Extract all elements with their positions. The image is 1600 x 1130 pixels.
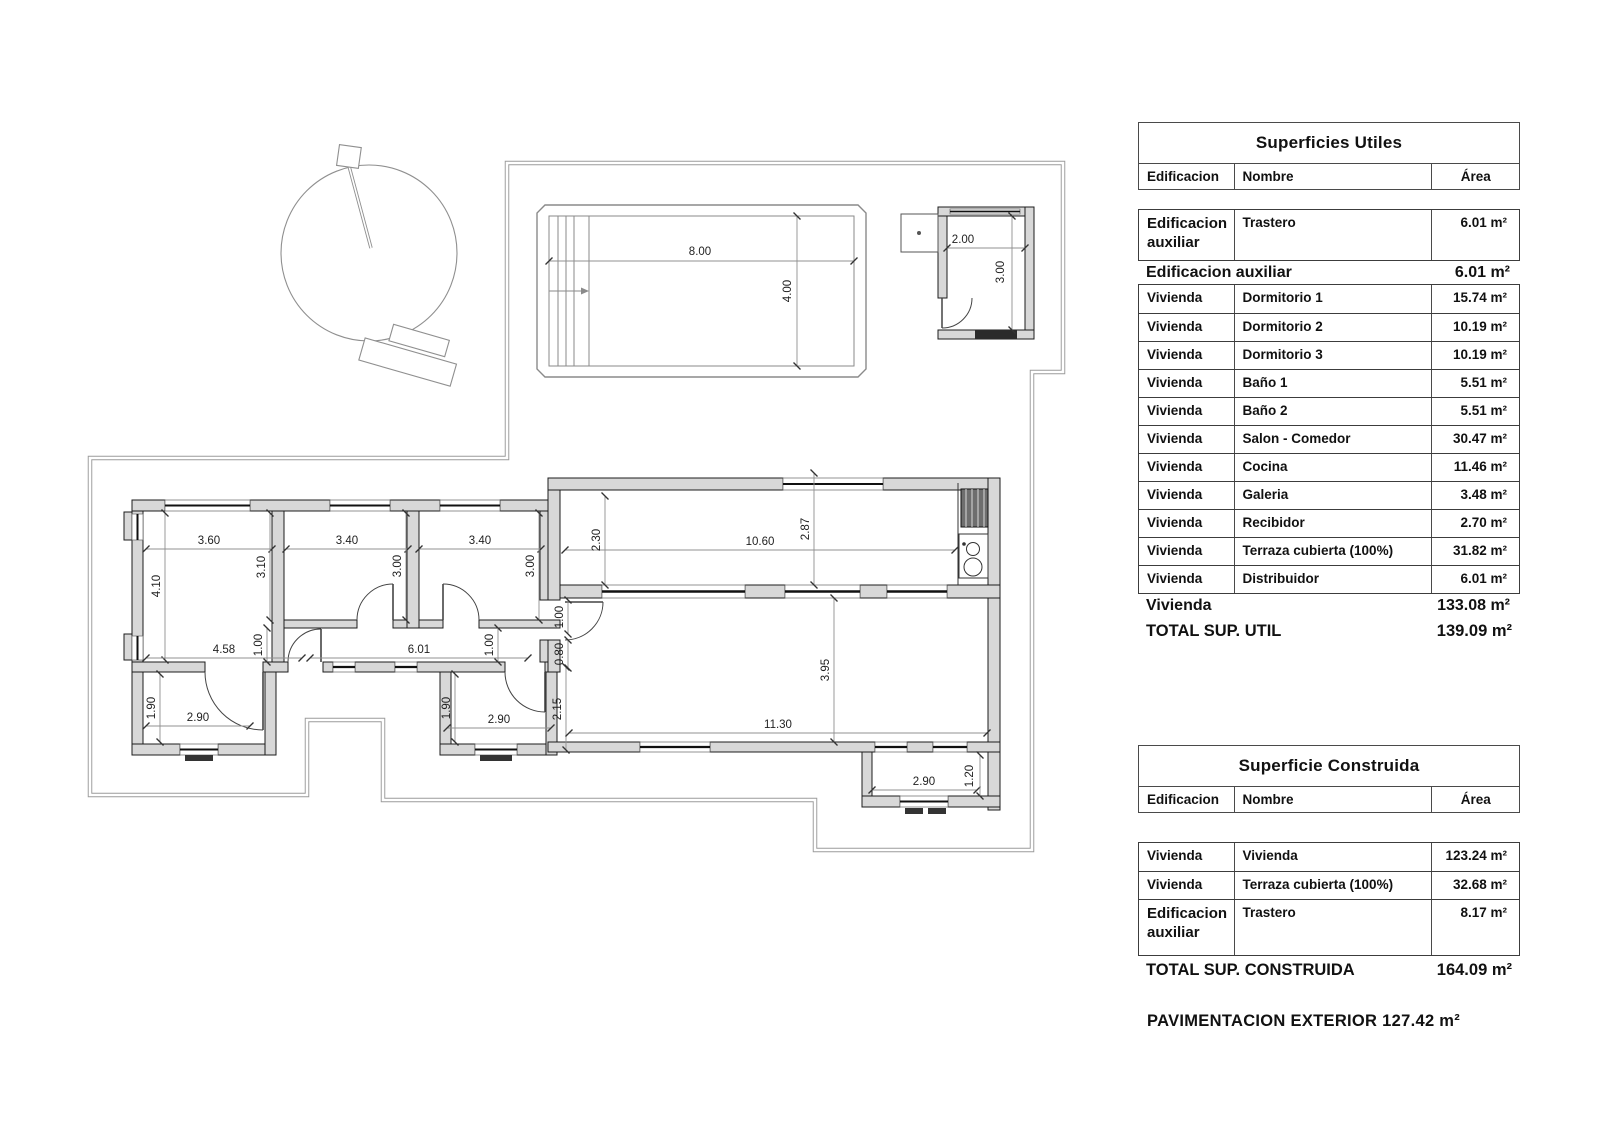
total-sup-construida <box>1138 956 1520 982</box>
cell-area: 15.74 m² <box>1431 285 1519 313</box>
cell-edificacion: Vivienda <box>1147 431 1203 446</box>
cell-area: 31.82 m² <box>1431 538 1519 565</box>
dim-label: 1.00 <box>253 633 265 657</box>
column-header-edificacion: Edificacion <box>1147 169 1220 184</box>
door-bath2 <box>505 672 545 712</box>
cell-edificacion: Edificacion auxiliar <box>1147 905 1228 941</box>
dim-label: 2.30 <box>591 528 603 552</box>
kitchen-fixtures <box>958 483 988 585</box>
table-row <box>1139 509 1519 537</box>
dim-label: 1.20 <box>964 764 976 788</box>
dim-label: 3.40 <box>335 535 359 547</box>
dim-label: 3.60 <box>197 535 221 547</box>
table-construida-rows <box>1138 842 1520 956</box>
cell-nombre: Salon - Comedor <box>1234 426 1432 453</box>
cell-nombre: Recibidor <box>1234 510 1432 537</box>
dim-label: 4.58 <box>212 644 236 656</box>
cell-nombre: Baño 2 <box>1234 398 1432 425</box>
window <box>887 585 947 598</box>
window <box>440 500 500 511</box>
dim-label: 0.80 <box>554 642 566 666</box>
table-superficie-construida <box>1138 745 1520 982</box>
table-row <box>1139 899 1519 955</box>
door-bath1 <box>205 672 263 730</box>
table-row <box>1139 313 1519 341</box>
window <box>475 744 517 761</box>
window <box>132 514 143 540</box>
cell-nombre: Trastero <box>1234 210 1432 260</box>
window <box>132 636 143 660</box>
window <box>900 796 948 814</box>
cell-nombre: Vivienda <box>1234 843 1432 871</box>
dim-label: 1.00 <box>554 605 566 629</box>
cell-area: 3.48 m² <box>1431 482 1519 509</box>
trastero-door <box>942 298 972 328</box>
dim-label: 4.00 <box>782 279 794 303</box>
dim-label: 11.30 <box>764 719 792 731</box>
dim-label: 4.10 <box>151 574 163 598</box>
cell-edificacion: Vivienda <box>1147 877 1203 892</box>
window <box>330 500 390 511</box>
cell-edificacion: Vivienda <box>1147 459 1203 474</box>
dim-label: 10.60 <box>745 536 775 548</box>
dim-label: 1.90 <box>441 696 453 720</box>
trastero <box>901 207 1034 339</box>
column-header-edificacion: Edificacion <box>1147 792 1220 807</box>
total-value: 139.09 m² <box>1436 622 1512 640</box>
table-superficies-utiles <box>1138 122 1520 643</box>
window <box>395 662 417 672</box>
cell-edificacion: Vivienda <box>1147 848 1203 863</box>
door-entrance <box>288 629 321 662</box>
cell-nombre: Dormitorio 2 <box>1234 314 1432 341</box>
door-dorm3 <box>443 584 479 620</box>
dim-label: 1.90 <box>146 696 158 720</box>
table-utiles-rows-aux <box>1138 209 1520 261</box>
column-header-nombre: Nombre <box>1234 787 1432 812</box>
table-construida-title: Superficie Construida <box>1238 756 1420 775</box>
table-row <box>1139 481 1519 509</box>
cell-area: 30.47 m² <box>1431 426 1519 453</box>
window <box>785 585 860 598</box>
cell-nombre: Terraza cubierta (100%) <box>1234 538 1432 565</box>
table-row <box>1139 537 1519 565</box>
pavimentacion-note: PAVIMENTACION EXTERIOR 127.42 m² <box>1147 1012 1461 1030</box>
table-row <box>1139 565 1519 593</box>
table-row <box>1139 397 1519 425</box>
table-row <box>1139 285 1519 313</box>
cell-area: 8.17 m² <box>1431 900 1519 955</box>
subtotal-value: 6.01 m² <box>1454 264 1510 281</box>
cell-nombre: Distribuidor <box>1234 566 1432 593</box>
dim-label: 3.00 <box>525 554 537 578</box>
table-row <box>1139 871 1519 899</box>
window <box>602 585 745 598</box>
dim-label: 2.90 <box>487 714 511 726</box>
dim-label: 3.00 <box>995 260 1007 284</box>
column-header-area: Área <box>1431 787 1519 812</box>
cell-edificacion: Vivienda <box>1147 375 1203 390</box>
column-header-area: Área <box>1431 164 1519 189</box>
table-row <box>1139 369 1519 397</box>
cell-area: 6.01 m² <box>1431 210 1519 260</box>
window <box>640 742 710 752</box>
window <box>783 478 883 490</box>
dim-label: 3.40 <box>468 535 492 547</box>
dim-label: 6.01 <box>407 644 431 656</box>
subtotal-edificacion-auxiliar <box>1138 261 1520 284</box>
cell-nombre: Terraza cubierta (100%) <box>1234 872 1432 899</box>
dim-label: 3.95 <box>820 658 832 682</box>
cell-edificacion: Vivienda <box>1147 571 1203 586</box>
cell-area: 32.68 m² <box>1431 872 1519 899</box>
window <box>933 742 967 752</box>
cell-edificacion: Vivienda <box>1147 543 1203 558</box>
cell-edificacion: Vivienda <box>1147 347 1203 362</box>
door-salon <box>565 602 603 640</box>
total-value: 164.09 m² <box>1436 961 1512 979</box>
trastero-window <box>950 209 1020 214</box>
dim-label: 2.90 <box>912 776 936 788</box>
cell-area: 10.19 m² <box>1431 314 1519 341</box>
cell-edificacion: Vivienda <box>1147 290 1203 305</box>
cell-area: 2.70 m² <box>1431 510 1519 537</box>
trastero-ac-unit <box>901 214 938 252</box>
dim-label: 2.87 <box>800 517 812 541</box>
table-row <box>1139 341 1519 369</box>
cell-area: 123.24 m² <box>1431 843 1519 871</box>
dim-label: 3.10 <box>256 555 268 579</box>
table-utiles-rows-vivienda <box>1138 284 1520 594</box>
dim-label: 3.00 <box>392 554 404 578</box>
cell-area: 11.46 m² <box>1431 454 1519 481</box>
subtotal-vivienda <box>1138 594 1520 617</box>
subtotal-label: Edificacion auxiliar <box>1146 264 1292 281</box>
window <box>875 742 907 752</box>
column-header-nombre: Nombre <box>1234 164 1432 189</box>
stove <box>961 489 988 527</box>
garden-circle <box>281 145 457 387</box>
cell-nombre: Trastero <box>1234 900 1432 955</box>
cell-edificacion: Vivienda <box>1147 319 1203 334</box>
cell-nombre: Cocina <box>1234 454 1432 481</box>
table-row <box>1139 210 1519 260</box>
table-utiles-header-box <box>1138 122 1520 190</box>
cell-edificacion: Vivienda <box>1147 403 1203 418</box>
table-row <box>1139 453 1519 481</box>
cell-area: 10.19 m² <box>1431 342 1519 369</box>
sink <box>959 534 988 578</box>
pool <box>537 205 866 377</box>
window <box>180 744 218 761</box>
cell-nombre: Dormitorio 3 <box>1234 342 1432 369</box>
dim-label: 1.00 <box>484 633 496 657</box>
total-label: TOTAL SUP. UTIL <box>1146 622 1282 640</box>
cell-edificacion: Vivienda <box>1147 515 1203 530</box>
dim-label: 2.15 <box>552 697 564 721</box>
cell-edificacion: Edificacion auxiliar <box>1147 215 1228 251</box>
dim-label: 8.00 <box>688 246 712 258</box>
trastero-threshold <box>975 330 1017 339</box>
table-row <box>1139 425 1519 453</box>
cell-nombre: Galeria <box>1234 482 1432 509</box>
pool-step-arrow <box>581 288 589 295</box>
table-utiles-title: Superficies Utiles <box>1255 133 1403 152</box>
subtotal-value: 133.08 m² <box>1437 597 1510 614</box>
window <box>165 500 250 511</box>
table-construida-header-box <box>1138 745 1520 813</box>
dim-label: 2.00 <box>951 234 975 246</box>
total-sup-util <box>1138 617 1520 643</box>
cell-edificacion: Vivienda <box>1147 487 1203 502</box>
cell-area: 5.51 m² <box>1431 398 1519 425</box>
table-row <box>1139 843 1519 871</box>
subtotal-label: Vivienda <box>1146 597 1212 614</box>
cell-nombre: Baño 1 <box>1234 370 1432 397</box>
cell-area: 6.01 m² <box>1431 566 1519 593</box>
window <box>333 662 355 672</box>
door-dorm2 <box>357 584 393 620</box>
cell-nombre: Dormitorio 1 <box>1234 285 1432 313</box>
total-label: TOTAL SUP. CONSTRUIDA <box>1146 961 1355 979</box>
dim-label: 2.90 <box>186 712 210 724</box>
cell-area: 5.51 m² <box>1431 370 1519 397</box>
